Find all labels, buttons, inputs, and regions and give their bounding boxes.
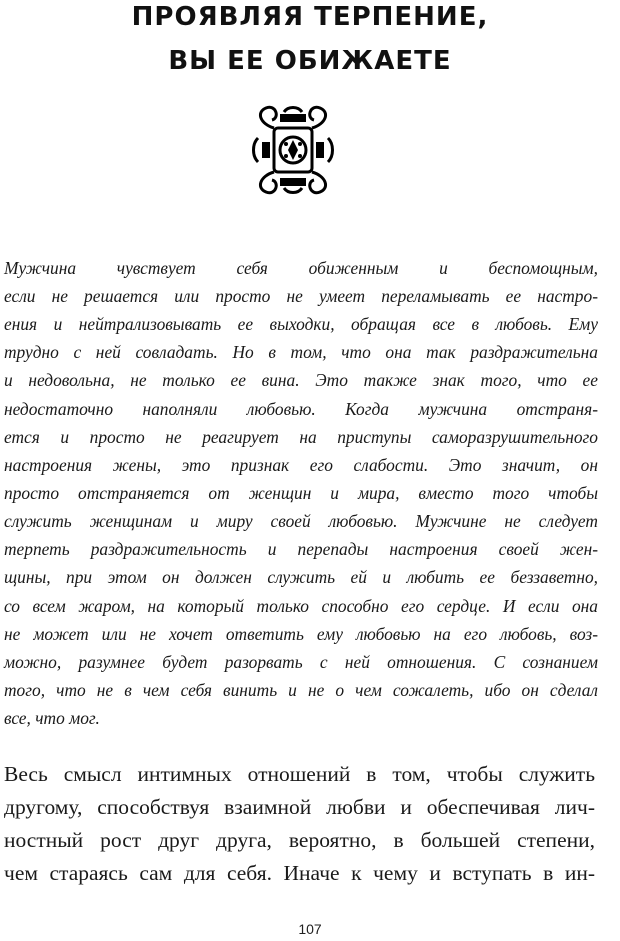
quote-line: того, что не в чем себя винить и не о чем сожалеть, ибо он сделал xyxy=(4,680,598,700)
quote-line: терпеть раздражительность и перепады настроения своей жен- xyxy=(4,539,598,559)
body-line: ностный рост друг друга, вероятно, в большей степени, xyxy=(4,828,595,852)
quote-line: просто отстраняется от женщин и мира, вместо того чтобы xyxy=(4,483,598,503)
quote-line: щины, при этом он должен служить ей и любить ее беззаветно, xyxy=(4,567,598,587)
quote-line: ется и просто не реагирует на приступы саморазрушительного xyxy=(4,427,598,447)
quote-line: можно, разумнее будет разорвать с ней отношения. С сознанием xyxy=(4,652,598,672)
quote-line: не может или не хочет ответить ему любовью на его любовь, воз- xyxy=(4,624,598,644)
quote-line: трудно с ней совладать. Но в том, что она так раздражительна xyxy=(4,342,598,362)
quote-line: служить женщинам и миру своей любовью. Мужчине не следует xyxy=(4,511,598,531)
quote-line: если не решается или просто не умеет переламывать ее настро- xyxy=(4,286,598,306)
body-line: Весь смысл интимных отношений в том, чтобы служить xyxy=(4,762,595,786)
quote-line: ения и нейтрализовывать ее выходки, обращая все в любовь. Ему xyxy=(4,314,598,334)
body-line: другому, способствуя взаимной любви и обеспечивая лич- xyxy=(4,795,595,819)
quote-line: настроения жены, это признак его слабости. Это значит, он xyxy=(4,455,598,475)
quote-line: со всем жаром, на который только способно его сердце. И если она xyxy=(4,596,598,616)
body-line: чем стараясь сам для себя. Иначе к чему и вступать в ин- xyxy=(4,861,595,885)
quote-line: все, что мог. xyxy=(4,708,100,728)
quote-line: Мужчина чувствует себя обиженным и беспомощным, xyxy=(4,258,598,278)
decorative-ornament-icon xyxy=(250,104,336,196)
chapter-title-line-2: ВЫ ЕЕ ОБИЖАЕТЕ xyxy=(168,46,452,76)
chapter-title-line-1: ПРОЯВЛЯЯ ТЕРПЕНИЕ, xyxy=(131,2,489,32)
quote-line: и недовольна, не только ее вина. Это также знак того, что ее xyxy=(4,370,598,390)
page-number: 107 xyxy=(298,921,322,937)
quote-line: недостаточно наполняли любовью. Когда мужчина отстраня- xyxy=(4,399,598,419)
